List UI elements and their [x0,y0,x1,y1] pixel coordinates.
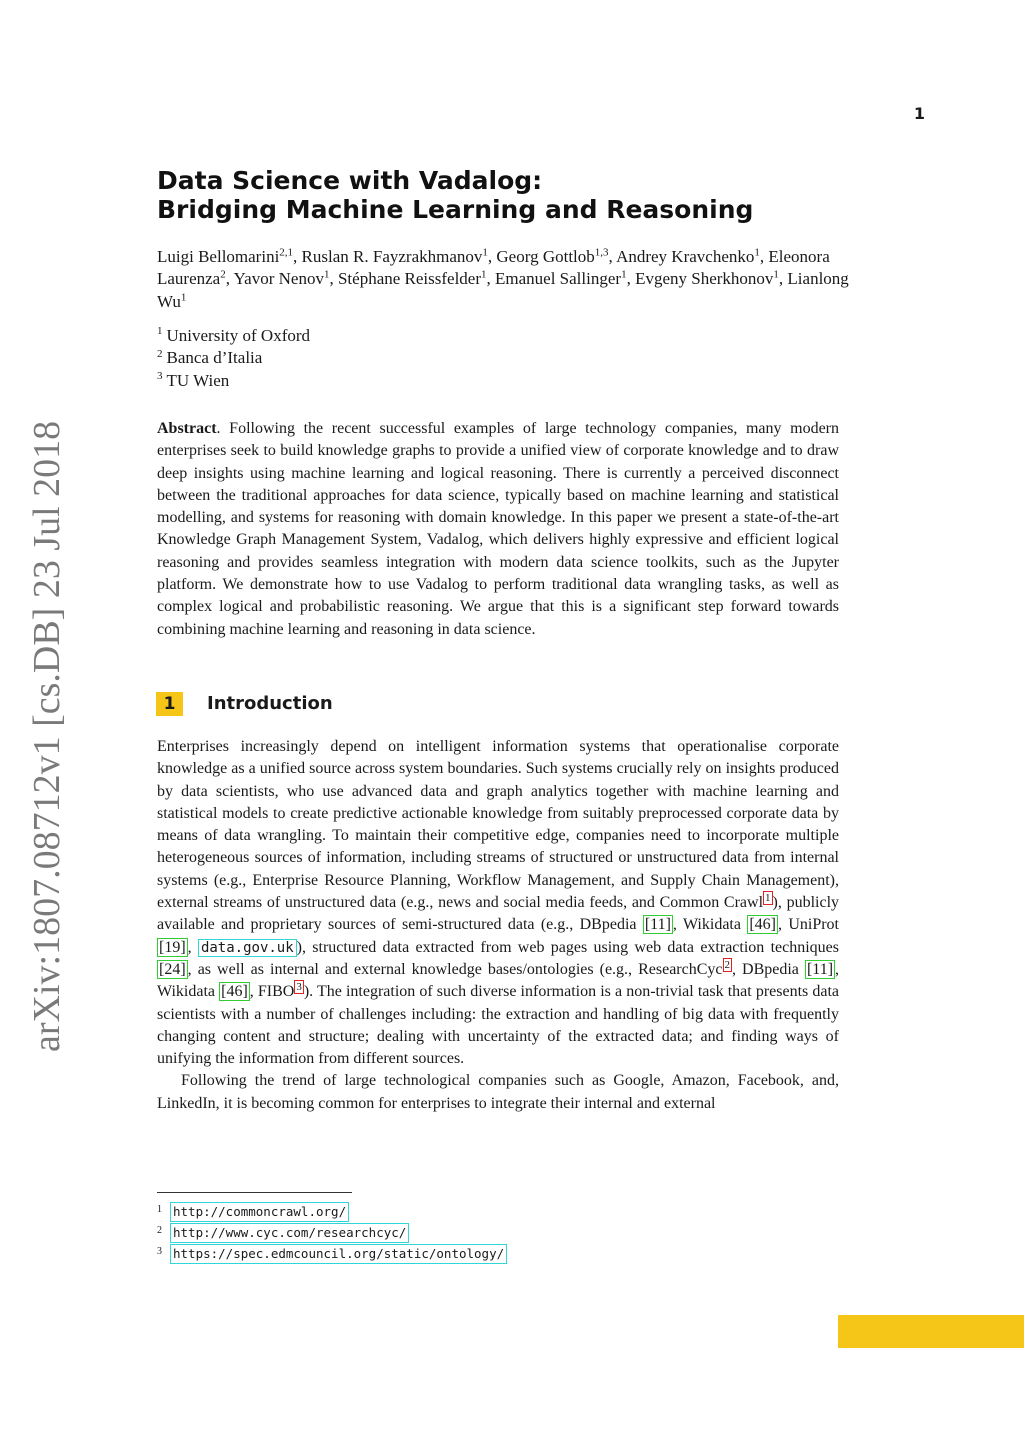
citation-link[interactable]: [11] [644,916,671,934]
author-affil: 1 [754,246,760,259]
abstract-label: Abstract [157,420,217,437]
citation-link[interactable]: [24] [159,960,186,978]
author: Evgeny Sherkhonov [635,269,774,289]
text-run: , as well as internal and external knowledge bases/ontologies (e.g., ResearchCyc [187,960,723,978]
affiliation-name: University of Oxford [166,326,311,345]
affiliation-name: TU Wien [166,370,230,390]
footnotes [157,1202,757,1265]
footnote [157,1223,757,1244]
footnote-url[interactable]: https://spec.edmcouncil.org/static/ontology/ [170,1244,507,1264]
author-affil: 1 [481,268,487,281]
footnote [157,1244,757,1265]
footnote-number: 1 [157,1204,162,1215]
footnote-rule [157,1192,352,1193]
text-run: , DBpedia [732,960,805,978]
author: Stéphane Reissfelder [337,269,482,289]
paper-title [157,166,857,224]
citation-link[interactable]: [11] [806,960,834,978]
body-text [157,736,839,1115]
text-run: Enterprises increasingly depend on intelligent information systems that operationalise corporate knowledge as a unified source across system boundaries. Such systems crucially rely on insights produced by data scientists, who use advanced data and graph analytics together with machine learning and statistical models to create predictive actionable knowledge from suitably preprocessed corporate data by means of data wrangling. To maintain their competitive edge, companies need to incorporate multiple heterogeneous sources of information, including streams of structured or unstructured data from internal systems (e.g., Enterprise Resource Planning, Workflow Management, and Supply Chain Management), external streams of unstructured data (e.g., news and social media feeds, and Common Crawl [157,738,839,912]
abstract-text: . Following the recent successful examples of large technology companies, many modern enterprises seek to build knowledge graphs to provide a unified view of corporate knowledge and to draw deep insights using machine learning and logical reasoning. There is currently a perceived disconnect between the traditional approaches for data science, typically based on machine learning and statistical modelling, and systems for reasoning with domain knowledge. In this paper we present a state-of-the-art Knowledge Graph Management System, Vadalog, which delivers highly expressive and efficient logical reasoning and provides seamless integration with modern data science toolkits, such as the Jupyter platform. We demonstrate how to use Vadalog to perform traditional data wrangling tasks, as well as complex logical and probabilistic reasoning. We argue that this is a significant step forward towards combining machine learning and reasoning in data science. [157,420,839,638]
decorative-bar [838,1315,1024,1348]
footnote-url[interactable]: http://commoncrawl.org/ [170,1202,349,1222]
title-line-1: Data Science with Vadalog: [157,166,543,195]
footnote-url[interactable]: http://www.cyc.com/researchcyc/ [170,1223,409,1243]
arxiv-stamp: arXiv:1807.08712v1 [cs.DB] 23 Jul 2018 [26,420,68,1052]
title-line-2: Bridging Machine Learning and Reasoning [157,195,754,224]
author: Emanuel Sallinger [495,269,622,289]
affiliation-number: 2 [157,347,163,360]
paragraph [157,736,839,1070]
author: Ruslan R. Fayzrakhmanov [301,247,483,266]
text-run: , FIBO [249,983,295,1001]
footnote-link[interactable]: 3 [296,980,302,993]
author: Eleonora Laurenza [157,247,830,289]
affiliation-number: 3 [157,369,163,382]
citation-link[interactable]: [19] [159,938,186,956]
url-link[interactable]: data.gov.uk [198,939,297,957]
section-number: 1 [156,692,183,716]
author-affil: 1 [323,268,330,281]
footnote [157,1202,757,1223]
footnote-number: 3 [157,1246,162,1257]
footnote-link[interactable]: 2 [724,958,730,971]
footnote-number: 2 [157,1225,162,1236]
citation-link[interactable]: [46] [749,916,776,934]
text-run: ). The integration of such diverse information is a non-trivial task that presents data scientists with a number of challenges including: the extraction and handling of big data with frequently changing content and structure; dealing with uncertainty of the extracted data; and finding ways of unifying the information from different sources. [157,983,840,1068]
affiliation-name: Banca d’Italia [166,348,263,368]
author: Andrey Kravchenko [616,247,755,266]
footnote-link[interactable]: 1 [765,891,771,904]
text-run: , UniProt [777,916,839,934]
affiliation [157,347,657,369]
abstract [157,418,839,641]
author-affil: 1 [180,290,187,303]
author: Yavor Nenov [233,269,324,289]
page-number: 1 [913,104,925,123]
text-run: , Wikidata [157,960,840,1001]
author-list: Luigi Bellomarini$^{2,1}$, Ruslan R. Fayzrakhmanov$^1$, Georg Gottlob$^{1,3}$, Andrey Kravchenko$^1$, Eleonora Laurenza$^2$, Yavor Nenov$^1$, Stéphane Reissfelder$^1$, Emanuel Sallinger$^1$, Evgeny Sherkhonov$^1$, Lianlong Wu$^1$ [157,246,849,311]
author-affil: 1,3 [594,246,609,259]
author-affil: 1 [482,246,488,259]
author-affil: 1 [773,268,779,281]
section-title: Introduction [207,693,333,714]
author: Georg Gottlob [496,247,595,266]
author: Luigi Bellomarini [157,247,280,266]
author-affil: 1 [621,268,627,281]
text-run: ), structured data extracted from web pages using web data extraction techniques [296,938,839,956]
text-run: ), publicly available and proprietary sources of semi-structured data (e.g., DBpedia [157,894,840,934]
affiliation [157,325,657,347]
text-run: , Wikidata [672,916,748,934]
author: Lianlong Wu [157,269,849,311]
paragraph: Following the trend of large technological companies such as Google, Amazon, Facebook, and, LinkedIn, it is becoming common for enterprises to integrate their internal and external [157,1072,839,1112]
affiliation [157,370,657,392]
affiliation-list [157,325,657,392]
affiliation-number: 1 [157,325,163,338]
author-affil: 2,1 [279,246,294,259]
text-run: , [187,938,198,956]
citation-link[interactable]: [46] [221,983,248,1001]
author-affil: 2 [220,268,226,281]
